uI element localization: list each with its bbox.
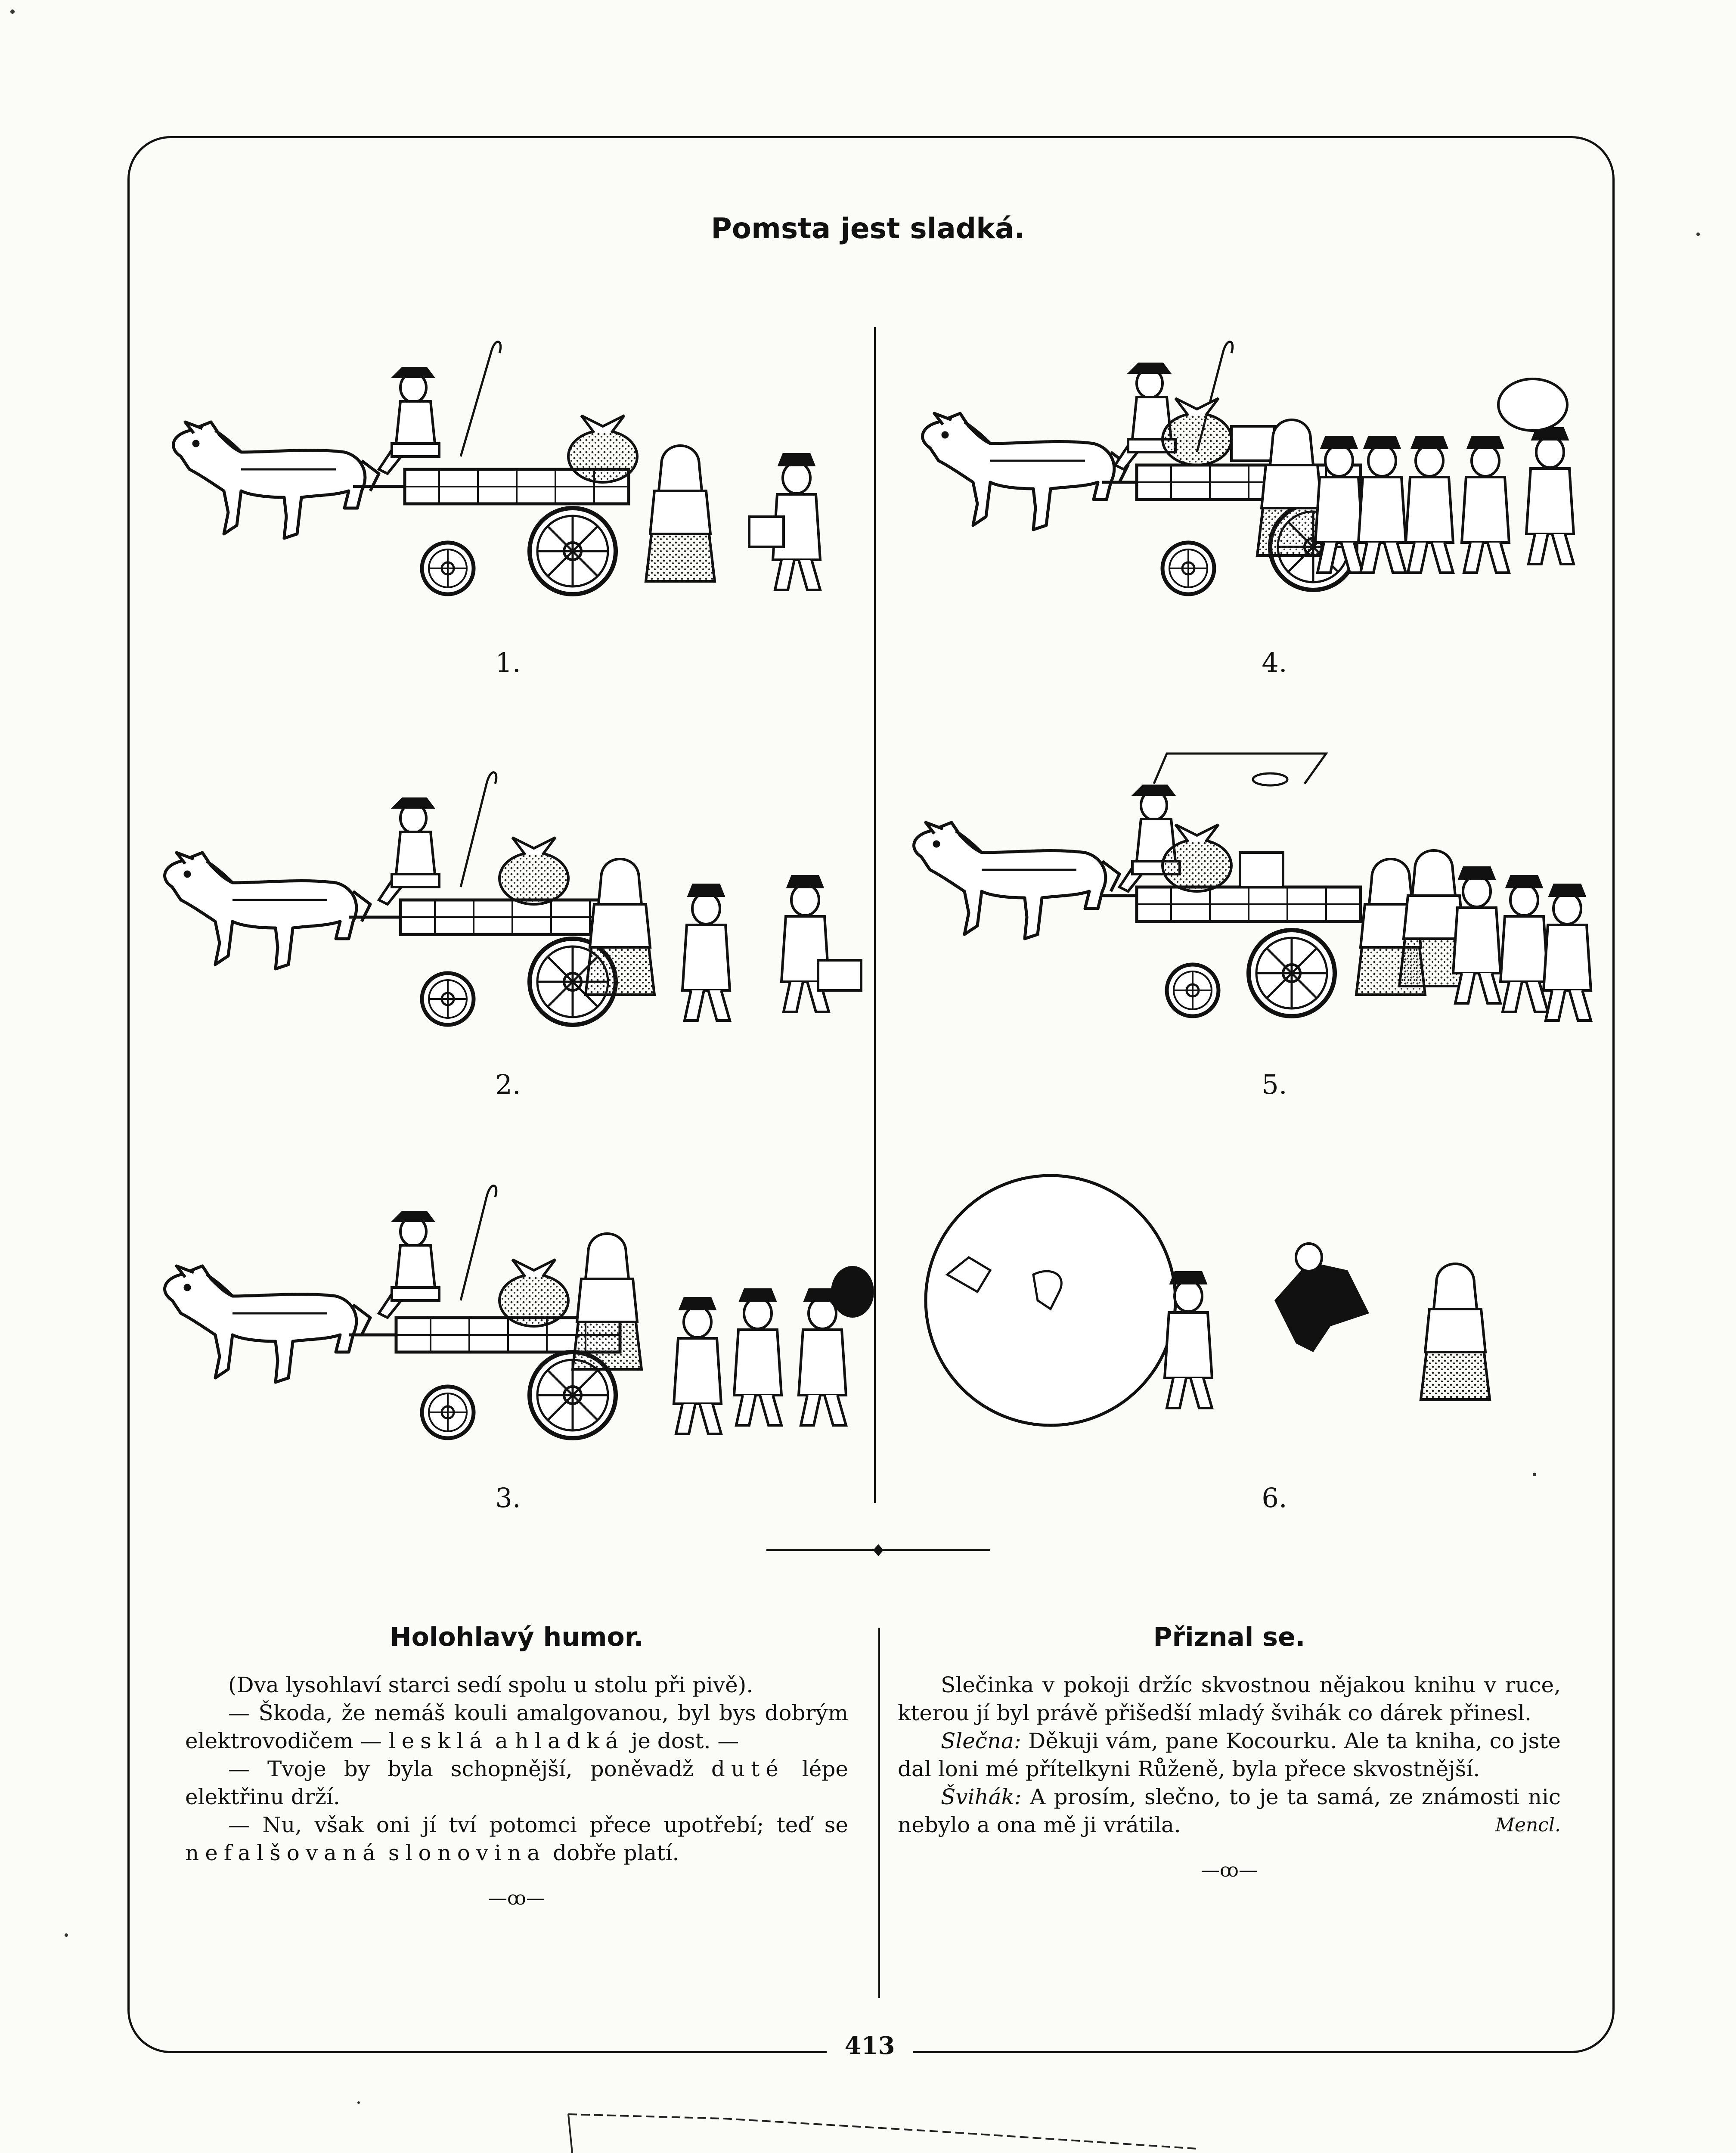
cart-illustration [896, 749, 1636, 1059]
page-number: 413 [827, 2031, 913, 2061]
article-paragraph: — Nu, však oni jí tví potomci přece upotřebí; teď se nefalšovaná slonovina dobře platí. [185, 1812, 848, 1865]
article-end-ornament: —ꝏ— [488, 1887, 545, 1909]
scan-speck [65, 1933, 68, 1937]
speaker-label: Slečna: [941, 1728, 1021, 1753]
comic-panel-5 [896, 749, 1636, 1100]
scan-speck [10, 9, 15, 14]
comic-panel-6 [896, 1163, 1636, 1514]
panel-number: 4. [1262, 647, 1287, 678]
comic-panel-4 [896, 327, 1636, 678]
panel-number: 5. [1262, 1069, 1287, 1100]
article-intro: Slečinka v pokoji držíc skvostnou nějakou knihu v ruce, kterou jí byl právě přišedší mladý švihák co dárek přinesl. [898, 1672, 1561, 1725]
article-intro: (Dva lysohlaví starci sedí spolu u stolu při pivě). [228, 1672, 753, 1697]
article-paragraph: — Tvoje by byla schopnější, poněvadž duté lépe elektřinu drží. [185, 1756, 848, 1809]
comic-title: Pomsta jest sladká. [711, 212, 1025, 245]
cart-illustration [146, 327, 887, 637]
article-priznal-se [898, 1623, 1561, 1884]
article-title: Holohlavý humor. [390, 1622, 644, 1652]
comic-panel-2 [146, 749, 887, 1100]
bottom-scan-marks [551, 2106, 1326, 2153]
author-signature: Mencl. [1495, 1814, 1561, 1836]
article-holohlavy-humor [185, 1623, 848, 1912]
article-paragraph: — Škoda, že nemáš kouli amalgovanou, byl bys dobrým elektrovodičem — lesklá a hladká je dost. — [185, 1700, 848, 1753]
speaker-label: Švihák: [941, 1784, 1022, 1809]
dialogue-line: Slečna: Děkuji vám, pane Kocourku. Ale ta kniha, co jste dal loni mé přítelkyni Růženě, byla přece skvostnější. [898, 1728, 1561, 1781]
cart-illustration [146, 749, 887, 1059]
comic-panel-1 [146, 327, 887, 678]
article-title: Přiznal se. [1153, 1622, 1305, 1652]
panel-number: 2. [495, 1069, 521, 1100]
column-divider [878, 1628, 880, 1998]
dialogue-line: Švihák: A prosím, slečno, to je ta samá, ze známosti nic nebylo a ona mě ji vrátila. Mencl. [898, 1783, 1561, 1839]
comic-panel-3 [146, 1163, 887, 1514]
panel-number: 6. [1262, 1482, 1287, 1514]
cart-illustration [146, 1163, 887, 1473]
panel-number: 1. [495, 647, 521, 678]
cart-illustration [896, 327, 1636, 637]
chase-illustration [896, 1163, 1636, 1473]
panel-number: 3. [495, 1482, 521, 1514]
scan-speck [357, 2101, 360, 2104]
section-ornament [766, 1542, 990, 1559]
article-end-ornament: —ꝏ— [1201, 1859, 1258, 1881]
